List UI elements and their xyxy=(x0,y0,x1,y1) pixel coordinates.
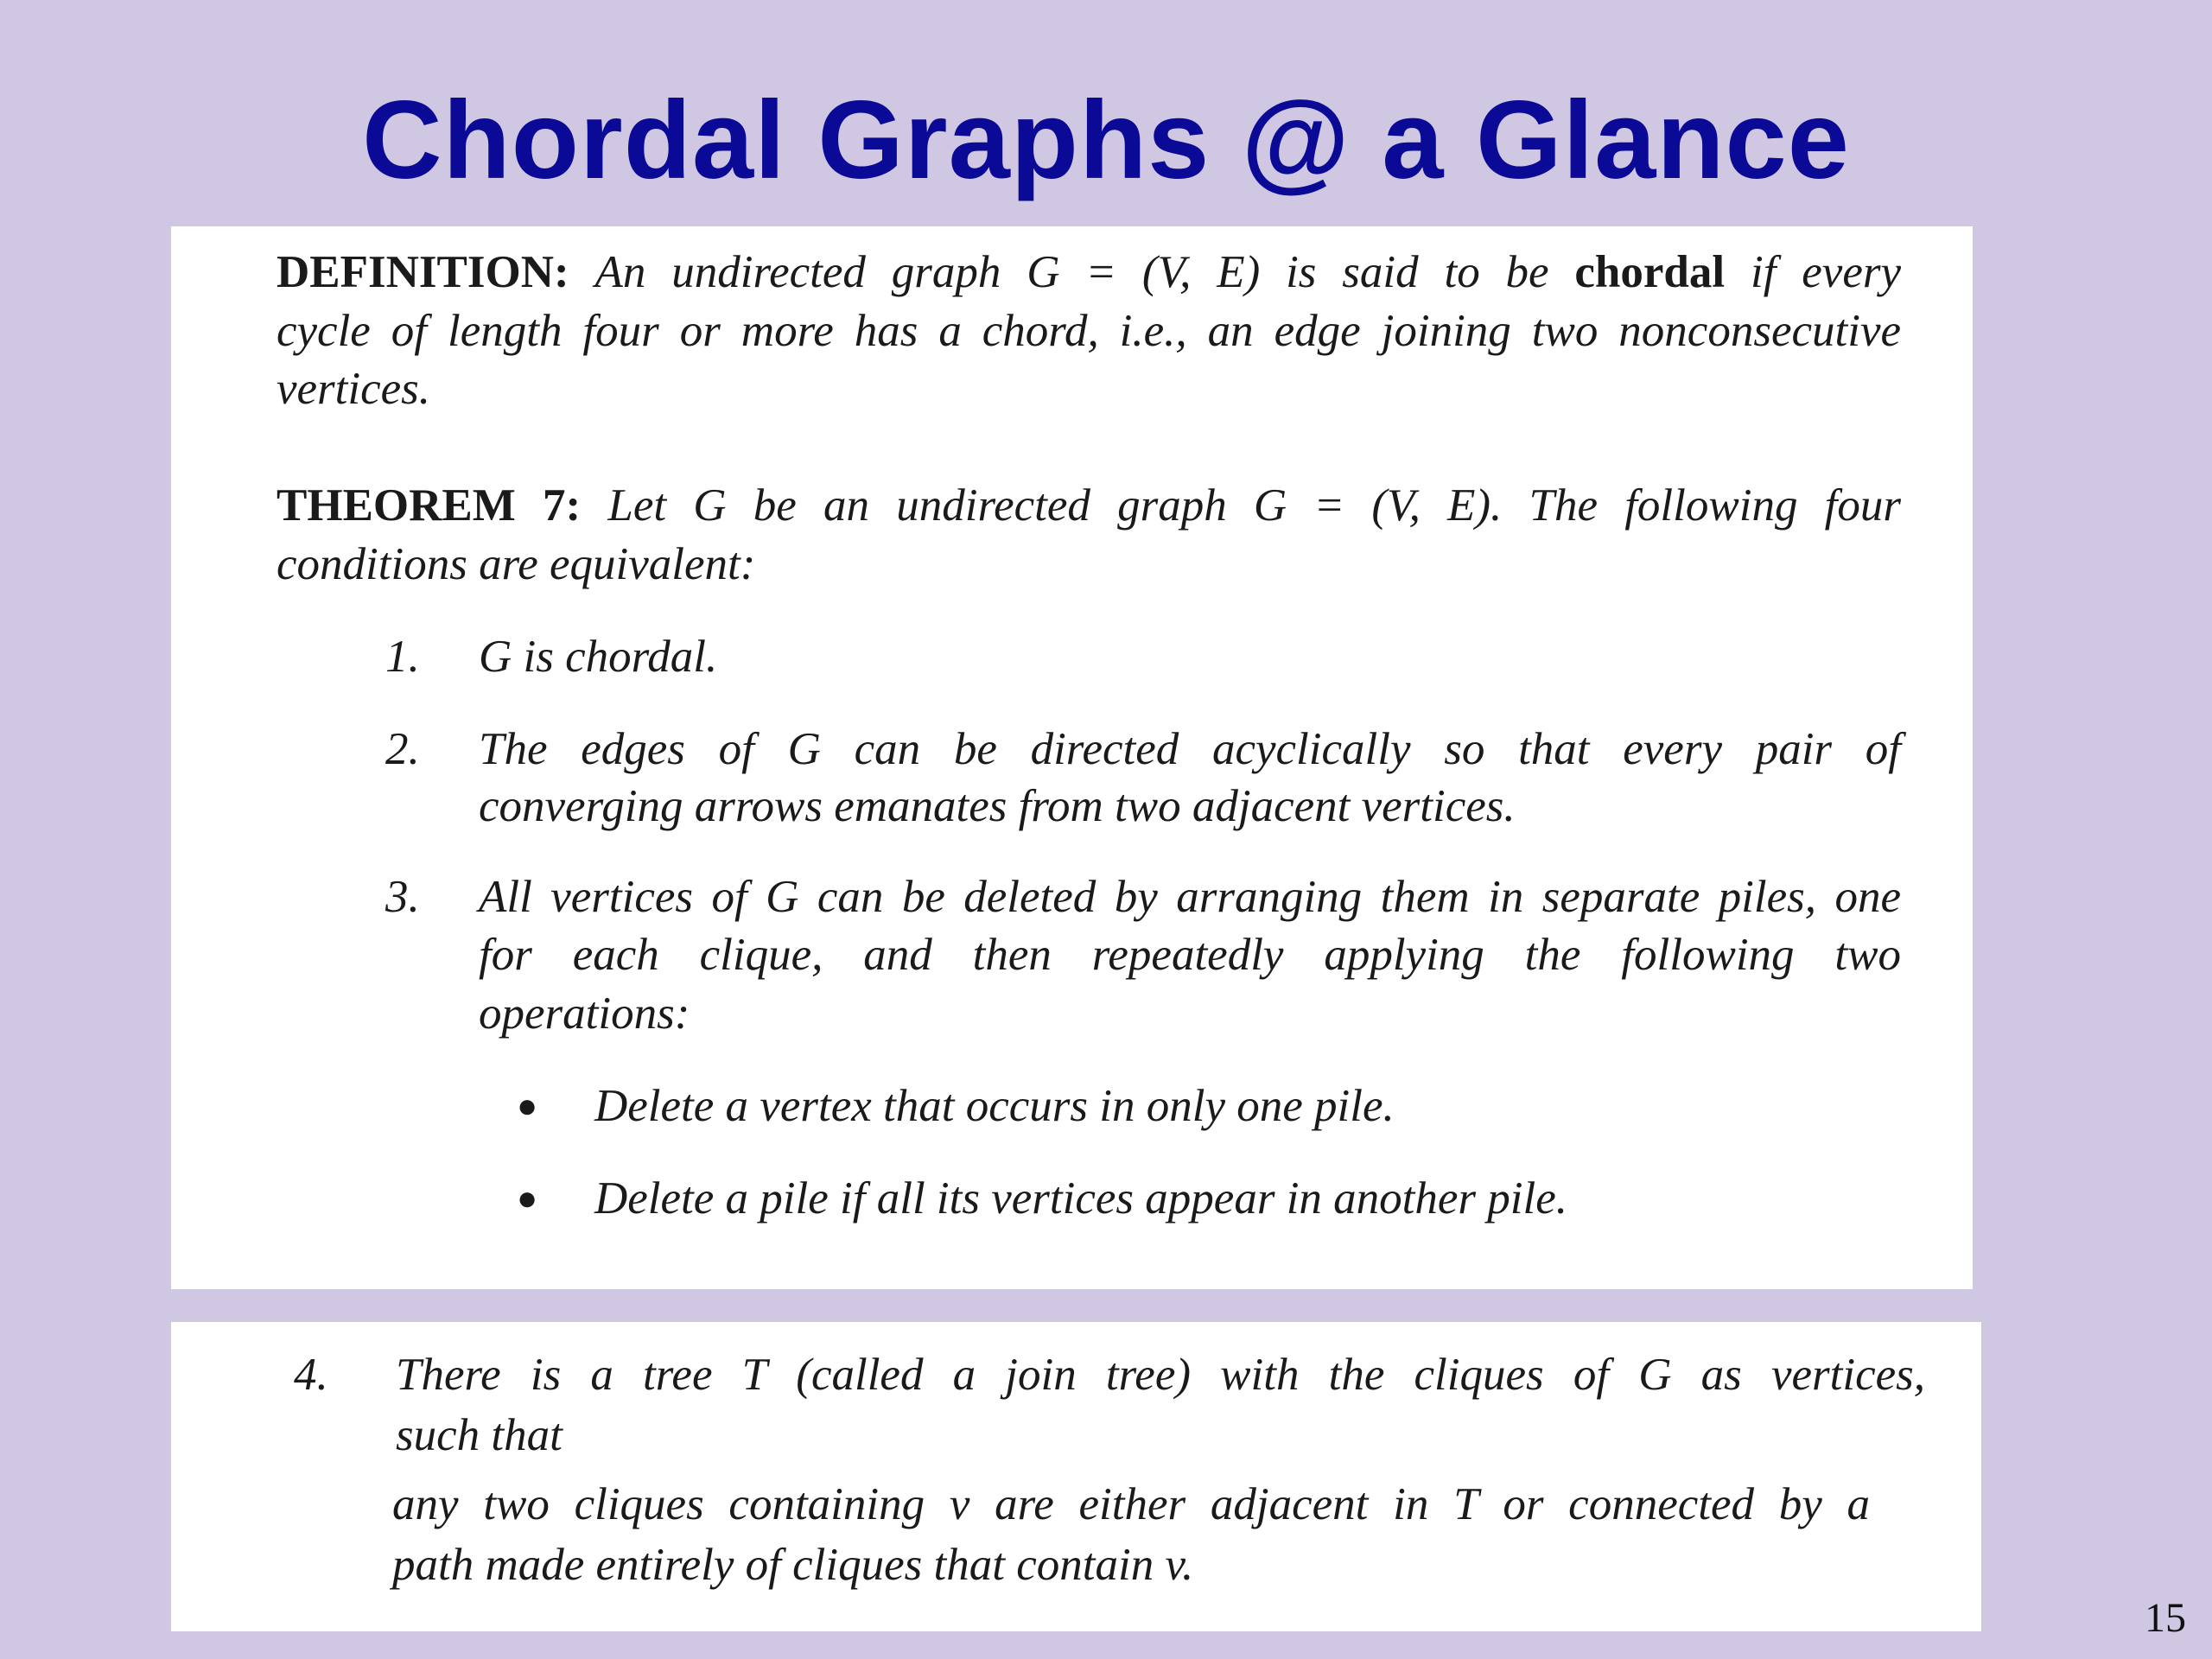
theorem-excerpt-panel xyxy=(171,226,1973,1289)
condition-number: 1. xyxy=(385,632,420,682)
condition-number: 3. xyxy=(385,872,420,922)
condition-4-line-4: path made entirely of cliques that contain v. xyxy=(392,1540,1194,1590)
condition-4-line-3: any two cliques containing v are either adjacent in T or connected by a xyxy=(392,1479,1870,1529)
bullet-icon: ● xyxy=(517,1086,538,1125)
definition-label: DEFINITION: xyxy=(276,247,569,297)
theorem-line-2: conditions are equivalent: xyxy=(276,539,756,589)
definition-line-2: cycle of length four or more has a chord, i.e., an edge joining two nonconsecutive xyxy=(276,306,1901,356)
condition-4-panel xyxy=(171,1322,1981,1631)
condition-3-line-2: for each clique, and then repeatedly applying the following two xyxy=(479,930,1901,980)
condition-3-line-3: operations: xyxy=(479,988,690,1039)
definition-line-1: DEFINITION: An undirected graph G = (V, E) is said to be chordal if every xyxy=(276,247,1901,297)
definition-line-3: vertices. xyxy=(276,364,431,414)
condition-4-line-1: There is a tree T (called a join tree) with the cliques of G as vertices, xyxy=(396,1350,1925,1400)
page-number: 15 xyxy=(2145,1595,2186,1641)
condition-number: 4. xyxy=(294,1350,328,1400)
condition-2-line-1: The edges of G can be directed acyclically so that every pair of xyxy=(479,724,1901,774)
condition-4-line-2: such that xyxy=(396,1410,563,1460)
theorem-line-1: THEOREM 7: Let G be an undirected graph G = (V, E). The following four xyxy=(276,480,1902,531)
operation-1: Delete a vertex that occurs in only one pile. xyxy=(594,1081,1395,1131)
condition-1-line-1: G is chordal. xyxy=(479,632,718,682)
condition-2-line-2: converging arrows emanates from two adjacent vertices. xyxy=(479,781,1516,831)
condition-number: 2. xyxy=(385,724,420,774)
term-chordal: chordal xyxy=(1574,247,1726,297)
bullet-icon: ● xyxy=(517,1179,538,1217)
condition-3-line-1: All vertices of G can be deleted by arranging them in separate piles, one xyxy=(479,872,1901,922)
slide-title: Chordal Graphs @ a Glance xyxy=(362,79,1850,202)
theorem-label: THEOREM 7: xyxy=(276,480,582,531)
operation-2: Delete a pile if all its vertices appear in another pile. xyxy=(594,1173,1568,1224)
